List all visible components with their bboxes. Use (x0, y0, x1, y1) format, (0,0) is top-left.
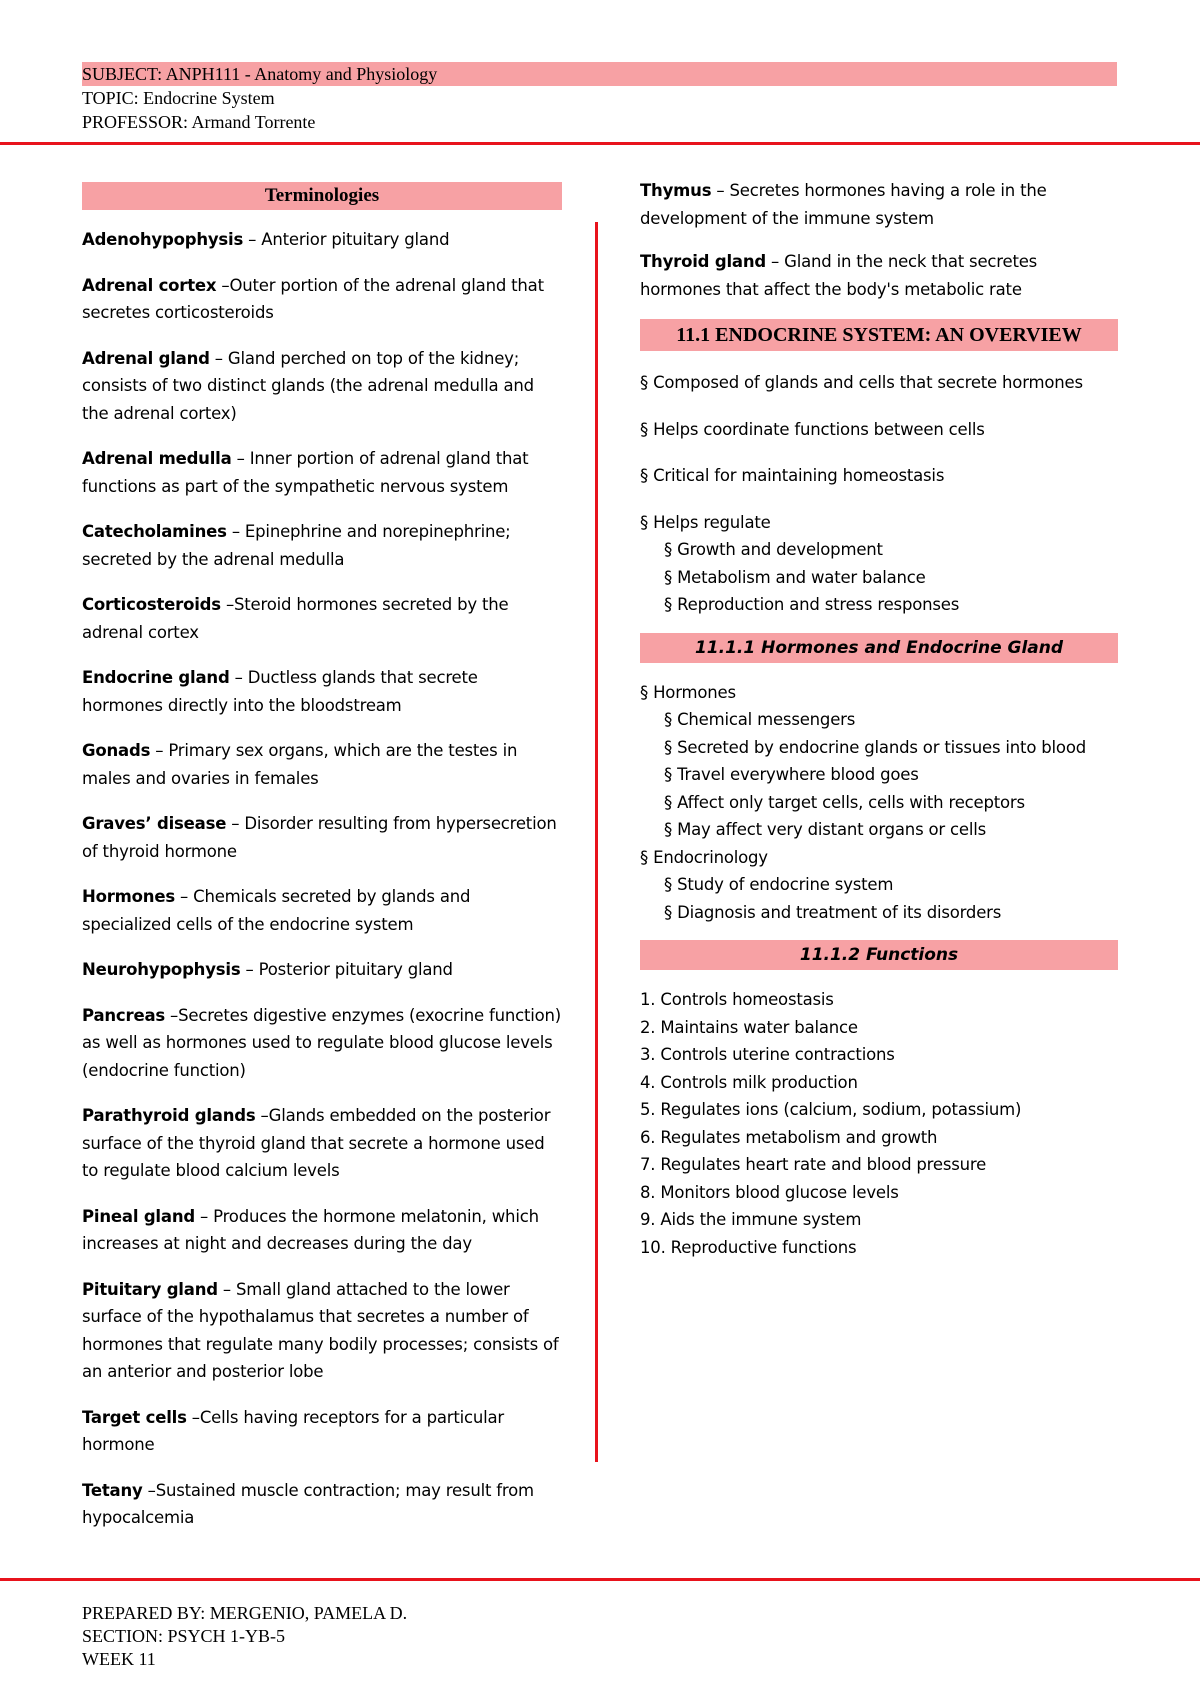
term-entry (82, 737, 562, 792)
term-entry (82, 1002, 562, 1085)
function-item: 10. Reproductive functions (640, 1237, 857, 1257)
footer-divider (0, 1578, 1200, 1581)
term-name: Thyroid gland (640, 252, 767, 271)
term-name: Adrenal gland (82, 348, 210, 368)
term-entry (82, 518, 562, 573)
term-name: Adrenal cortex (82, 275, 217, 295)
overview-point: § Helps coordinate functions between cells (640, 419, 985, 439)
term-entry (82, 664, 562, 719)
term-definition: –Sustained muscle contraction; may result from hypocalcemia (82, 1480, 534, 1527)
term-entry (82, 445, 562, 500)
term-definition: – Ductless glands that secrete hormones directly into the bloodstream (82, 668, 478, 715)
function-item: 9. Aids the immune system (640, 1210, 862, 1229)
professor-line: PROFESSOR: Armand Torrente (82, 112, 316, 132)
terminologies-column (82, 182, 562, 1550)
term-name: Hormones (82, 887, 175, 906)
term-definition: – Secretes hormones having a role in the development of the immune system (640, 181, 1047, 228)
term-entry (82, 591, 562, 646)
endocrinology-point: § Endocrinology (640, 847, 768, 867)
subject-line: SUBJECT: ANPH111 - Anatomy and Physiology (82, 62, 1117, 86)
section-line: SECTION: PSYCH 1-YB-5 (82, 1626, 286, 1646)
hormones-point: § Hormones (640, 682, 736, 702)
overview-subpoint: § Growth and development (664, 540, 883, 559)
function-item: 3. Controls uterine contractions (640, 1045, 895, 1064)
term-entry (82, 810, 562, 865)
topic-line: TOPIC: Endocrine System (82, 88, 275, 108)
functions-heading: 11.1.2 Functions (640, 940, 1118, 970)
term-name: Corticosteroids (82, 595, 221, 614)
function-item: 4. Controls milk production (640, 1072, 858, 1092)
term-entry (82, 1404, 562, 1459)
function-item: 7. Regulates heart rate and blood pressure (640, 1155, 987, 1174)
term-name: Pituitary gland (82, 1279, 218, 1299)
endocrinology-subpoint: § Diagnosis and treatment of its disorders (664, 902, 1002, 922)
term-name: Gonads (82, 741, 151, 760)
term-name: Target cells (82, 1407, 187, 1427)
term-name: Graves’ disease (82, 814, 227, 833)
term-entry (640, 248, 1118, 303)
term-definition: – Chemicals secreted by glands and specialized cells of the endocrine system (82, 887, 471, 934)
overview-heading: 11.1 ENDOCRINE SYSTEM: AN OVERVIEW (640, 319, 1118, 351)
overview-column (640, 177, 1118, 1261)
term-definition: –Outer portion of the adrenal gland that secretes corticosteroids (82, 275, 544, 322)
hormones-heading: 11.1.1 Hormones and Endocrine Gland (640, 633, 1118, 663)
function-item: 2. Maintains water balance (640, 1017, 858, 1037)
term-definition: – Posterior pituitary gland (240, 960, 453, 979)
term-name: Thymus (640, 181, 712, 200)
term-entry (82, 1477, 562, 1532)
terminologies-heading: Terminologies (82, 182, 562, 210)
term-definition: –Cells having receptors for a particular hormone (82, 1407, 504, 1454)
term-name: Parathyroid glands (82, 1106, 256, 1125)
term-definition: – Disorder resulting from hypersecretion of thyroid hormone (82, 814, 557, 861)
overview-subpoint: § Reproduction and stress responses (664, 595, 960, 614)
term-definition: – Gland in the neck that secretes hormones that affect the body's metabolic rate (640, 252, 1038, 299)
document-header (82, 62, 1117, 134)
term-entry (82, 1276, 562, 1386)
overview-subpoint: § Metabolism and water balance (664, 567, 926, 587)
term-entry (82, 1203, 562, 1258)
term-definition: – Gland perched on top of the kidney; consists of two distinct glands (the adrenal medulla and the adrenal cortex) (82, 348, 534, 423)
hormones-subpoint: § Affect only target cells, cells with receptors (664, 792, 1025, 812)
term-entry (82, 883, 562, 938)
term-definition: –Glands embedded on the posterior surface of the thyroid gland that secrete a hormone used to regulate blood calcium levels (82, 1106, 551, 1180)
column-divider (595, 222, 598, 1462)
term-name: Neurohypophysis (82, 960, 241, 979)
hormones-subpoint: § Secreted by endocrine glands or tissues into blood (664, 737, 1086, 757)
term-name: Adenohypophysis (82, 230, 244, 249)
term-name: Pineal gland (82, 1206, 195, 1226)
function-item: 1. Controls homeostasis (640, 990, 834, 1009)
document-footer (82, 1602, 407, 1671)
term-definition: – Inner portion of adrenal gland that functions as part of the sympathetic nervous system (82, 449, 529, 496)
term-entry (82, 226, 562, 254)
hormones-subpoint: § Travel everywhere blood goes (664, 765, 919, 784)
overview-point: § Composed of glands and cells that secrete hormones (640, 373, 1083, 392)
function-item: 8. Monitors blood glucose levels (640, 1182, 899, 1202)
function-item: 6. Regulates metabolism and growth (640, 1127, 938, 1147)
hormones-subpoint: § May affect very distant organs or cells (664, 820, 987, 839)
hormones-subpoint: § Chemical messengers (664, 710, 856, 729)
overview-point: § Critical for maintaining homeostasis (640, 466, 945, 485)
term-name: Tetany (82, 1480, 143, 1500)
term-entry (82, 1102, 562, 1185)
term-entry (640, 177, 1118, 232)
term-name: Pancreas (82, 1005, 165, 1025)
term-entry (82, 272, 562, 327)
term-definition: – Small gland attached to the lower surface of the hypothalamus that secretes a number of hormones that regulate many bodily processes; consists of an anterior and posterior lobe (82, 1279, 559, 1381)
term-name: Endocrine gland (82, 668, 230, 687)
term-name: Catecholamines (82, 522, 227, 541)
term-entry (82, 956, 562, 984)
term-definition: – Primary sex organs, which are the testes in males and ovaries in females (82, 741, 518, 788)
term-definition: –Steroid hormones secreted by the adrenal cortex (82, 595, 509, 642)
prepared-by-line: PREPARED BY: MERGENIO, PAMELA D. (82, 1603, 408, 1623)
term-definition: – Anterior pituitary gland (243, 230, 450, 249)
overview-point: § Helps regulate (640, 512, 771, 532)
term-definition: – Produces the hormone melatonin, which increases at night and decreases during the day (82, 1206, 539, 1253)
term-definition: – Epinephrine and norepinephrine; secreted by the adrenal medulla (82, 522, 511, 569)
week-line: WEEK 11 (82, 1649, 156, 1669)
term-entry (82, 345, 562, 428)
term-definition: –Secretes digestive enzymes (exocrine function) as well as hormones used to regulate blood glucose levels (endocrine function) (82, 1005, 562, 1080)
term-name: Adrenal medulla (82, 449, 232, 468)
header-divider (0, 142, 1200, 145)
endocrinology-subpoint: § Study of endocrine system (664, 875, 894, 894)
function-item: 5. Regulates ions (calcium, sodium, potassium) (640, 1100, 1022, 1119)
